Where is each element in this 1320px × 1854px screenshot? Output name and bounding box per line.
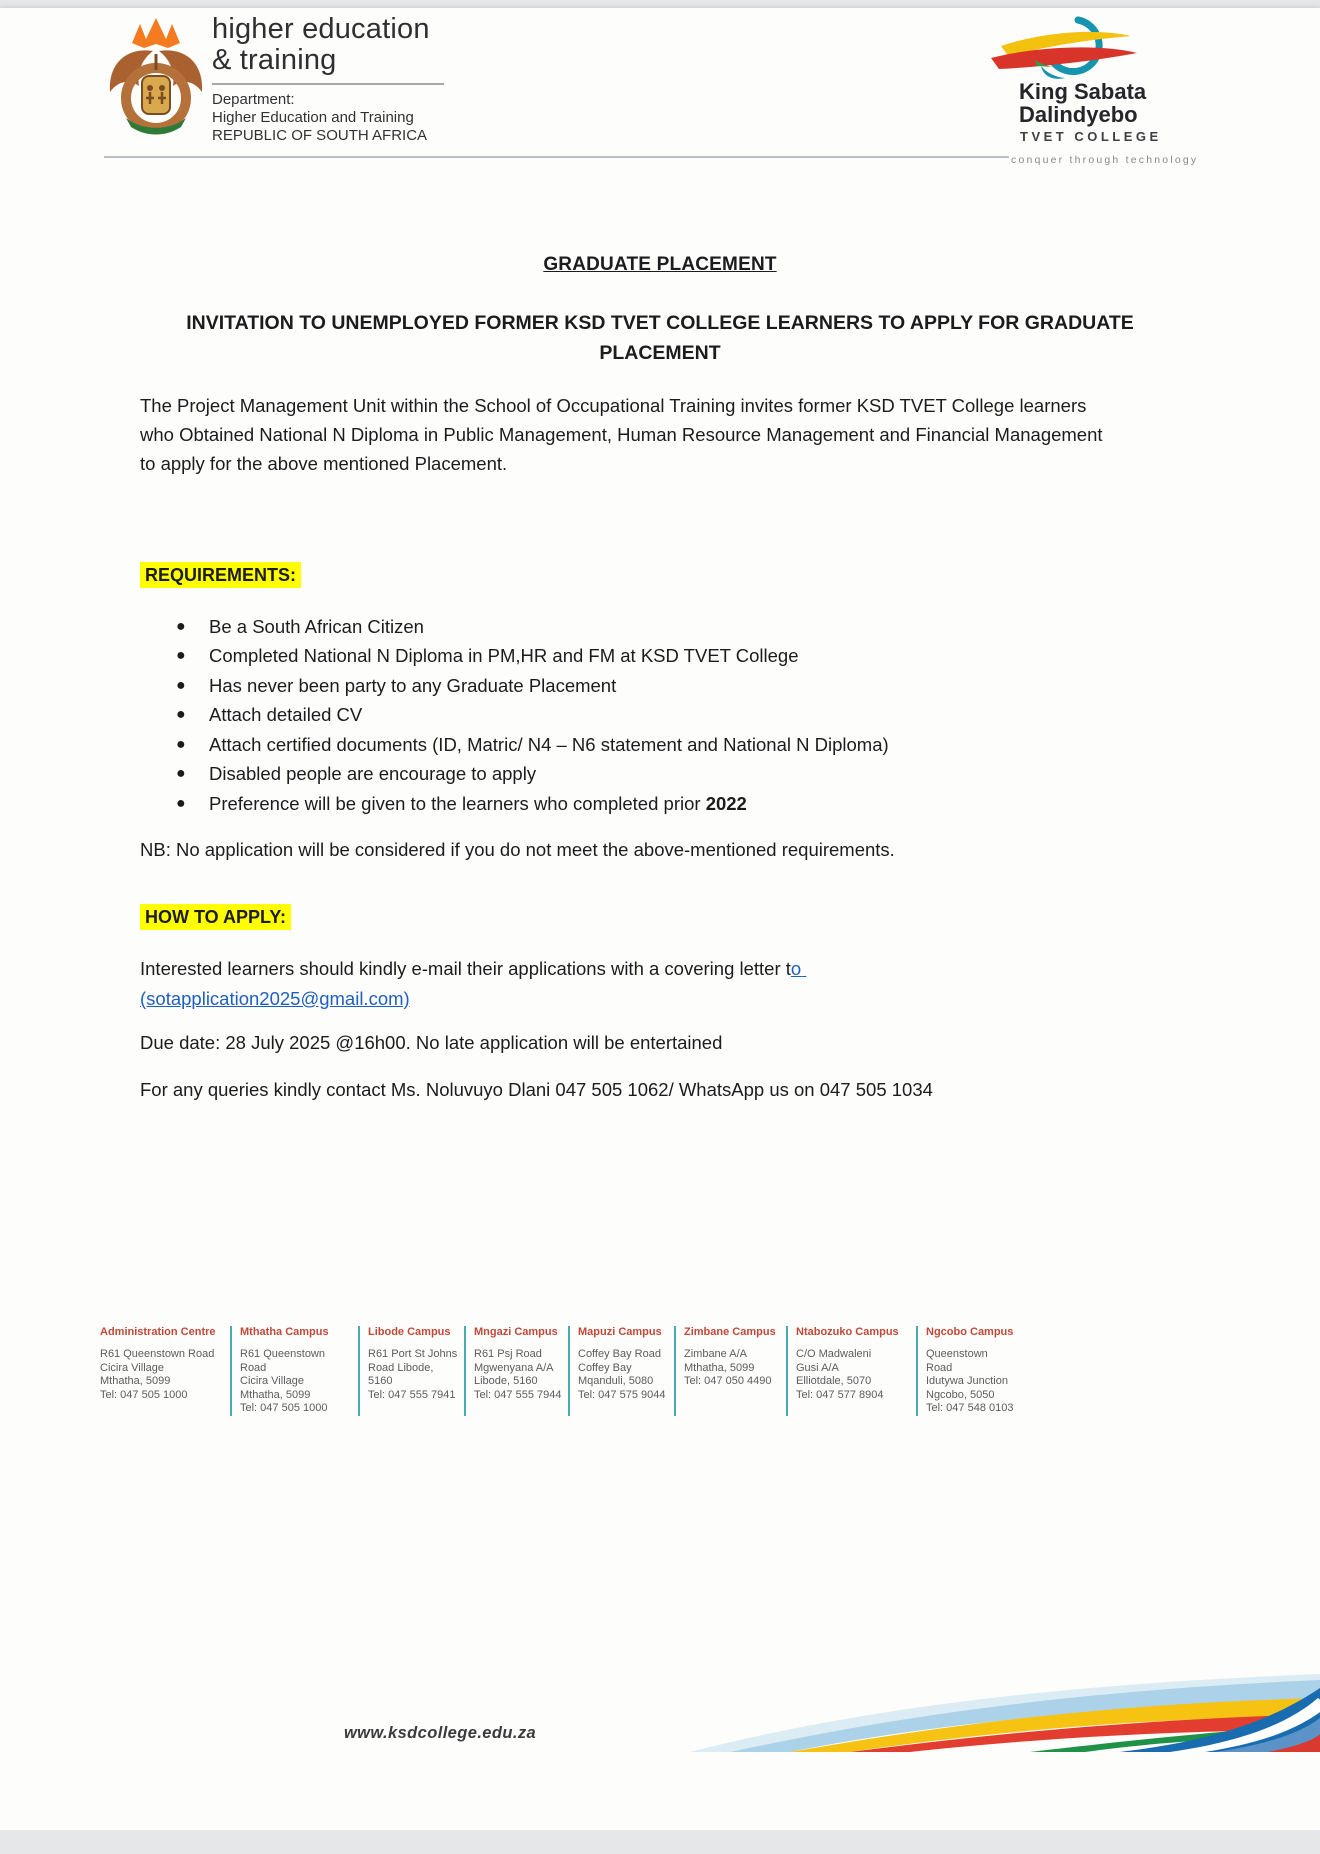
campus-address-line: Elliotdale, 5070 <box>796 1375 872 1387</box>
bullet-icon: ● <box>176 765 186 783</box>
campus-address-line: Tel: 047 050 4490 <box>684 1375 772 1387</box>
queries-line: For any queries kindly contact Ms. Noluvuyo Dlani 047 505 1062/ WhatsApp us on 047 505 1034 <box>140 1079 933 1100</box>
campus-address-line: Zimbane A/A <box>684 1348 747 1360</box>
bullet-icon: ● <box>176 617 186 635</box>
campus-name: Mngazi Campus <box>474 1326 558 1338</box>
campus-name: Ngcobo Campus <box>926 1326 1014 1338</box>
bullet-icon: ● <box>176 794 186 812</box>
south-africa-coat-of-arms-icon <box>100 12 212 140</box>
campus-address-line: R61 Queenstown Road <box>240 1348 325 1374</box>
campus-name: Ntabozuko Campus <box>796 1326 899 1338</box>
campus-column <box>916 1326 1022 1416</box>
website-url[interactable]: www.ksdcollege.edu.za <box>343 1724 537 1742</box>
campus-column <box>786 1326 916 1416</box>
ksd-name-line1: King Sabata <box>1019 79 1147 104</box>
campus-address-line: Tel: 047 548 0103 <box>926 1402 1014 1414</box>
page-title: GRADUATE PLACEMENT <box>543 254 777 275</box>
ksd-name-line2: Dalindyebo <box>1019 102 1138 127</box>
dhet-title-line2: & training <box>212 44 337 76</box>
dhet-dept-name: Higher Education and Training <box>212 109 414 126</box>
requirements-heading-highlight: REQUIREMENTS: <box>140 562 301 588</box>
list-item-text: Preference will be given to the learners who completed prior 2022 <box>209 792 747 814</box>
campus-address-line: Mgwenyana A/A <box>474 1361 554 1374</box>
campus-column <box>674 1326 786 1416</box>
list-item-text: Attach detailed CV <box>209 704 363 726</box>
campus-address-line: Mqanduli, 5080 <box>578 1375 654 1387</box>
list-item <box>140 642 1150 672</box>
campus-name: Administration Centre <box>100 1326 216 1338</box>
requirements-heading <box>140 565 301 586</box>
dhet-dept-label: Department: <box>212 91 295 108</box>
campus-address-line: Queenstown Road <box>926 1348 988 1374</box>
campus-column <box>100 1326 230 1416</box>
campus-address-line: R61 Queenstown Road <box>100 1348 215 1360</box>
intro-paragraph: The Project Management Unit within the School of Occupational Training invites former KSD TVET College learners who Obtained National N Diploma in Public Management, Human Resource Management and Financial Management to apply for the above mentioned Placement. <box>140 395 1103 474</box>
campus-address-line: Tel: 047 505 1000 <box>100 1388 188 1401</box>
requirements-list <box>140 612 1150 819</box>
bullet-icon: ● <box>176 735 186 753</box>
ribbon-wave-graphic <box>690 1672 1320 1767</box>
invitation-heading-line1: INVITATION TO UNEMPLOYED FORMER KSD TVET COLLEGE LEARNERS TO APPLY FOR GRADUATE <box>186 312 1134 334</box>
campus-address-line: Tel: 047 577 8904 <box>796 1388 884 1401</box>
campus-address-line: Road Libode, 5160 <box>368 1361 434 1387</box>
campus-name: Zimbane Campus <box>684 1326 776 1338</box>
campus-address-line: Coffey Bay <box>578 1361 632 1374</box>
bullet-icon: ● <box>176 676 186 694</box>
bullet-icon: ● <box>176 647 186 665</box>
campus-address-line: Coffey Bay Road <box>578 1348 661 1360</box>
list-item <box>140 671 1150 701</box>
campus-address-line: Ngcobo, 5050 <box>926 1388 995 1401</box>
ksd-college-type: TVET COLLEGE <box>1020 129 1162 144</box>
campus-name: Mapuzi Campus <box>578 1326 662 1338</box>
campus-name: Libode Campus <box>368 1326 451 1338</box>
campus-address-line: Cicira Village <box>240 1375 304 1387</box>
list-item-text: Completed National N Diploma in PM,HR and FM at KSD TVET College <box>209 645 799 667</box>
photo-edge <box>0 1830 1320 1854</box>
application-email-link[interactable]: (sotapplication2025@gmail.com) <box>140 988 410 1009</box>
ksd-tagline: conquer through technology <box>1011 154 1199 166</box>
list-item <box>140 730 1150 760</box>
campus-name: Mthatha Campus <box>240 1326 329 1338</box>
apply-link-tail[interactable]: o <box>790 958 802 979</box>
ksd-logo <box>955 16 1235 166</box>
campus-address-line: Gusi A/A <box>796 1361 839 1374</box>
list-item-text: Be a South African Citizen <box>209 615 424 637</box>
campus-address-line: Idutywa Junction <box>926 1375 1008 1387</box>
campus-column <box>230 1326 358 1416</box>
list-item-text: Disabled people are encourage to apply <box>209 763 537 785</box>
campus-address-line: Tel: 047 555 7944 <box>474 1388 562 1401</box>
ksd-globe-swoosh-icon <box>983 16 1143 80</box>
campus-columns <box>100 1326 1022 1416</box>
dhet-divider <box>212 83 444 85</box>
invitation-heading-line2: PLACEMENT <box>599 342 721 364</box>
list-item <box>140 612 1150 642</box>
due-date-line: Due date: 28 July 2025 @16h00. No late application will be entertained <box>140 1032 723 1053</box>
apply-paragraph <box>140 954 1150 1014</box>
invitation-heading <box>110 308 1210 368</box>
campus-column <box>358 1326 464 1416</box>
dhet-logo-text <box>212 14 444 145</box>
apply-text: Interested learners should kindly e-mail their applications with a covering letter t <box>140 958 791 979</box>
dhet-title-line1: higher education <box>212 13 430 45</box>
list-item <box>140 789 1150 819</box>
dhet-country: REPUBLIC OF SOUTH AFRICA <box>212 127 428 144</box>
campus-address-line: C/O Madwaleni <box>796 1348 872 1360</box>
list-item <box>140 701 1150 731</box>
campus-column <box>568 1326 674 1416</box>
campus-address-line: Tel: 047 555 7941 <box>368 1388 456 1401</box>
campus-address-line: Cicira Village <box>100 1361 164 1374</box>
campus-address-line: Mthatha, 5099 <box>684 1361 755 1374</box>
campus-address-line: Mthatha, 5099 <box>100 1375 171 1387</box>
list-item-text: Has never been party to any Graduate Placement <box>209 674 617 696</box>
campus-address-line: R61 Psj Road <box>474 1348 542 1360</box>
list-item-text: Attach certified documents (ID, Matric/ N4 – N6 statement and National N Diploma) <box>209 733 889 755</box>
campus-address-line: Mthatha, 5099 <box>240 1388 311 1401</box>
how-to-apply-heading <box>140 907 291 928</box>
bullet-icon: ● <box>176 706 186 724</box>
campus-address-line: R61 Port St Johns <box>368 1348 458 1360</box>
how-to-apply-highlight: HOW TO APPLY: <box>140 904 291 930</box>
nb-note: NB: No application will be considered if you do not meet the above-mentioned requirements. <box>140 839 895 860</box>
header-divider <box>104 156 1009 158</box>
campus-address-line: Libode, 5160 <box>474 1375 538 1387</box>
campus-column <box>464 1326 568 1416</box>
document-page <box>0 8 1320 1830</box>
campus-address-line: Tel: 047 575 9044 <box>578 1388 666 1401</box>
campus-address-line: Tel: 047 505 1000 <box>240 1402 328 1414</box>
list-item <box>140 760 1150 790</box>
